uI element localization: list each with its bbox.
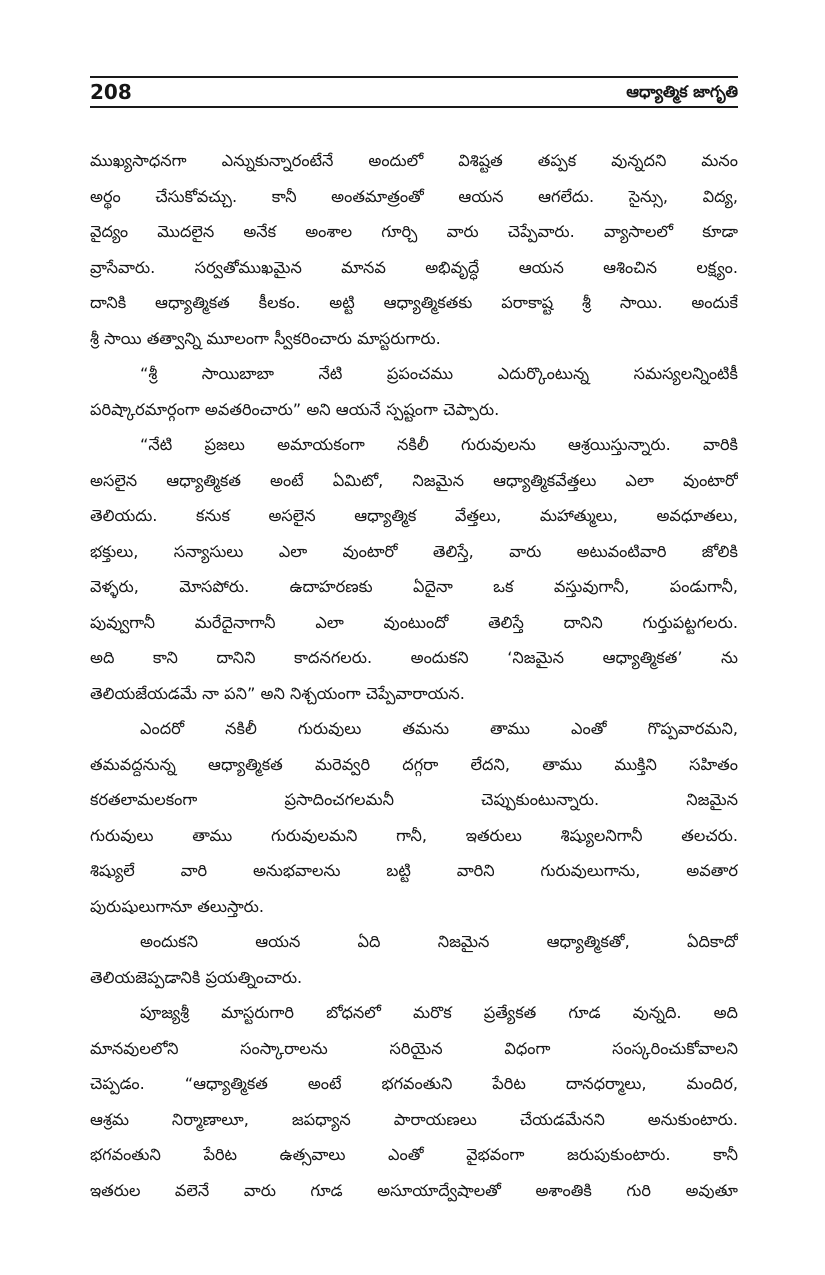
text-line: అర్థం చేసుకోవచ్చు. కానీ అంతమాత్రంతో ఆయన ఆగలేదు. సైన్సు, విద్య, — [90, 186, 738, 206]
paragraph — [90, 356, 738, 427]
text-line: కరతలామలకంగా ప్రసాదించగలమనీ చెప్పుకుంటున్నారు. నిజమైన — [90, 790, 738, 809]
paragraph — [90, 924, 738, 995]
paragraph — [90, 143, 738, 356]
text-line: వెళ్ళరు, మోసపోరు. ఉదాహరణకు ఏదైనా ఒక వస్తువుగానీ, పండుగానీ, — [90, 577, 738, 596]
text-line: వైద్యం మొదలైన అనేక అంశాల గూర్చి వారు చెప్పేవారు. వ్యాసాలలో కూడా — [90, 222, 738, 241]
paragraph — [90, 711, 738, 924]
text-line: పువ్వుగానీ మరేదైనాగానీ ఎలా వుంటుందో తెలిస్తే దానిని గుర్తుపట్టగలరు. — [90, 612, 738, 632]
text-line: అసలైన ఆధ్యాత్మికత అంటే ఏమిటో, నిజమైన ఆధ్యాత్మికవేత్తలు ఎలా వుంటారో — [90, 470, 738, 490]
text-line: ఇతరుల వలెనే వారు గూడ అసూయాద్వేషాలతో అశాంతికి గురి అవుతూ — [90, 1180, 738, 1200]
text-line: తమవద్దనున్న ఆధ్యాత్మికత మరెవ్వరి దగ్గరా లేదని, తాము ముక్తిని సహితం — [90, 754, 738, 774]
text-line: పరిష్కారమార్గంగా అవతరించారు” అని ఆయనే స్పష్టంగా చెప్పారు. — [90, 399, 500, 419]
paragraph — [90, 995, 738, 1208]
text-line: పురుషులుగానూ తలుస్తారు. — [90, 896, 265, 916]
header-rule-bottom — [90, 106, 738, 108]
text-line: భగవంతుని పేరిట ఉత్సవాలు ఎంతో వైభవంగా జరుపుకుంటారు. కానీ — [90, 1145, 738, 1164]
text-line: తెలియజేయడమే నా పని” అని నిశ్చయంగా చెప్పేవారాయన. — [90, 683, 465, 703]
text-line: పూజ్యశ్రీ మాస్టరుగారి బోధనలో మరొక ప్రత్యేకత గూడ వున్నది. అది — [140, 1003, 738, 1022]
running-title: ఆధ్యాత్మిక జాగృతి — [626, 82, 738, 101]
text-line: ఆశ్రమ నిర్మాణాలూ, జపధ్యాన పారాయణలు చేయడమేనని అనుకుంటారు. — [90, 1109, 738, 1129]
text-line: తెలియదు. కనుక అసలైన ఆధ్యాత్మిక వేత్తలు, మహాత్ములు, అవధూతలు, — [90, 506, 738, 525]
text-line: శిష్యులే వారి అనుభవాలను బట్టి వారిని గురువులుగాను, అవతార — [90, 861, 738, 880]
text-line: గురువులు తాము గురువులమని గానీ, ఇతరులు శిష్యులనిగానీ తలచరు. — [90, 825, 738, 845]
text-line: “నేటి ప్రజలు అమాయకంగా నకిలీ గురువులను ఆశ్రయిస్తున్నారు. వారికి — [140, 435, 738, 454]
text-line: తెలియజెప్పడానికి ప్రయత్నించారు. — [90, 967, 303, 987]
text-line: మానవులలోని సంస్కారాలను సరియైన విధంగా సంస్కరించుకోవాలని — [90, 1038, 738, 1058]
text-line: “శ్రీ సాయిబాబా నేటి ప్రపంచము ఎదుర్కొంటున్న సమస్యలన్నింటికీ — [140, 364, 738, 383]
body-text — [90, 143, 738, 1208]
text-line: అందుకని ఆయన ఏది నిజమైన ఆధ్యాత్మికతో, ఏదికాదో — [140, 932, 738, 951]
text-line: ఎందరో నకిలీ గురువులు తమను తాము ఎంతో గొప్పవారమని, — [140, 719, 738, 738]
text-line: శ్రీ సాయి తత్వాన్ని మూలంగా స్వీకరించారు మాస్టరుగారు. — [90, 328, 441, 348]
text-line: ముఖ్యసాధనగా ఎన్నుకున్నారంటేనే అందులో విశిష్టత తప్పక వున్నదని మనం — [90, 151, 738, 170]
paragraph — [90, 427, 738, 711]
text-line: వ్రాసేవారు. సర్వతోముఖమైన మానవ అభివృద్ధే ఆయన ఆశించిన లక్ష్యం. — [90, 257, 738, 277]
text-line: చెప్పడం. “ఆధ్యాత్మికత అంటే భగవంతుని పేరిట దానధర్మాలు, మందిర, — [90, 1074, 738, 1093]
text-line: అది కాని దానిని కాదనగలరు. అందుకని ‘నిజమైన ఆధ్యాత్మికత’ ను — [90, 648, 738, 667]
text-line: దానికి ఆధ్యాత్మికత కీలకం. అట్టి ఆధ్యాత్మికతకు పరాకాష్ట శ్రీ సాయి. అందుకే — [90, 293, 738, 312]
page-number: 208 — [90, 80, 132, 104]
text-line: భక్తులు, సన్యాసులు ఎలా వుంటారో తెలిస్తే, వారు అటువంటివారి జోలికి — [90, 541, 738, 561]
